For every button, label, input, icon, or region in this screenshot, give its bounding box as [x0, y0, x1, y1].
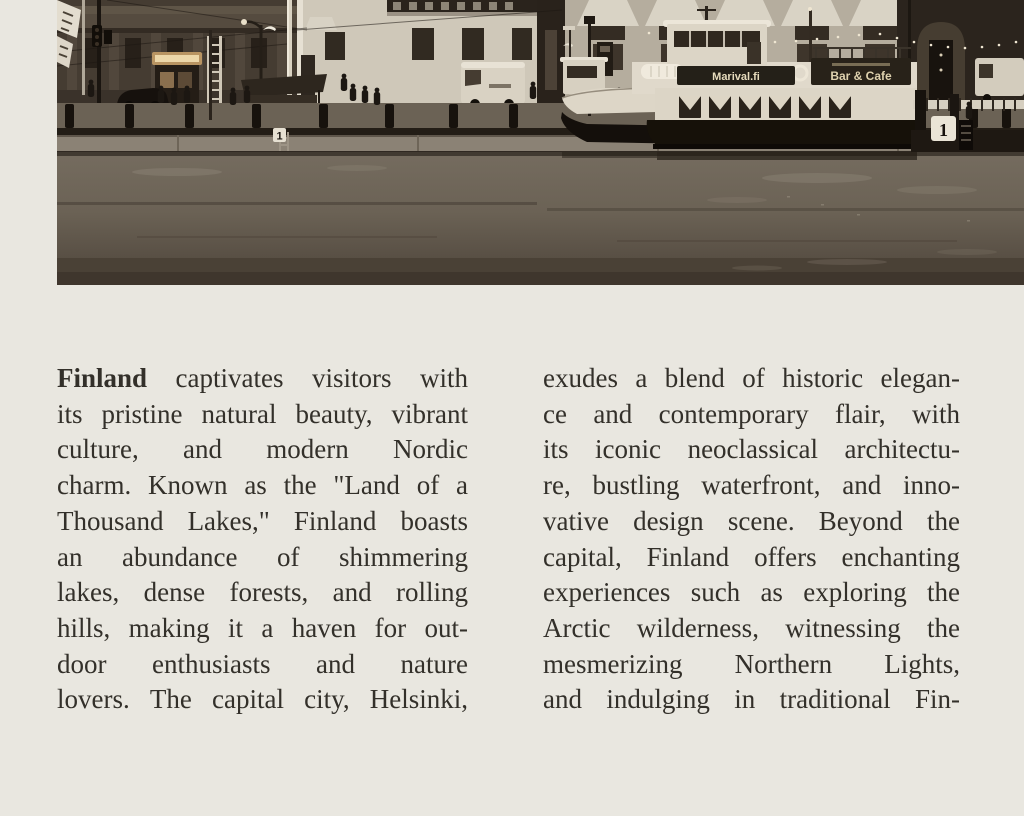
text-line: its pristine natural beauty, vibrant: [57, 398, 468, 429]
text-line: Thousand Lakes," Finland boasts: [57, 505, 468, 536]
text-line: mesmerizing Northern Lights,: [543, 648, 960, 679]
harbor-photo: [57, 0, 1024, 285]
text-column-2: [543, 361, 960, 718]
text-line: lakes, dense forests, and rolling: [57, 577, 468, 608]
text-column-1: [57, 361, 468, 718]
text-line: its iconic neoclassical architectu-: [543, 434, 960, 465]
pier-info-sign: 1: [939, 120, 948, 140]
text-line: vative design scene. Beyond the: [543, 505, 960, 536]
text-line: experiences such as exploring the: [543, 577, 960, 608]
text-line: ce and contemporary flair, with: [543, 398, 960, 429]
harbor-photo-svg: [57, 0, 1024, 285]
article: [57, 361, 960, 718]
pier-marker-sign: 1: [276, 130, 283, 143]
text-line: culture, and modern Nordic: [57, 434, 468, 465]
white-van: [461, 62, 525, 109]
text-line: exudes a blend of historic elegan-: [543, 363, 960, 393]
white-truck: [975, 58, 1024, 102]
text-line: Arctic wilderness, witnessing the: [543, 612, 960, 643]
text-line: lovers. The capital city, Helsinki,: [57, 684, 468, 715]
boat-sign-marival: Marival.fi: [712, 71, 760, 83]
text-line: Finland captivates visitors with: [57, 363, 468, 393]
text-line: door enthusiasts and nature: [57, 648, 468, 679]
text-line: re, bustling waterfront, and inno-: [543, 470, 960, 501]
text-line: and indulging in traditional Fin-: [543, 684, 960, 715]
water: [57, 152, 1024, 285]
boat-sign-barcafe: Bar & Cafe: [830, 69, 892, 83]
text-line: charm. Known as the "Land of a: [57, 470, 468, 501]
text-line: an abundance of shimmering: [57, 541, 468, 572]
text-line: capital, Finland offers enchanting: [543, 541, 960, 572]
text-line: hills, making it a haven for out-: [57, 612, 468, 643]
